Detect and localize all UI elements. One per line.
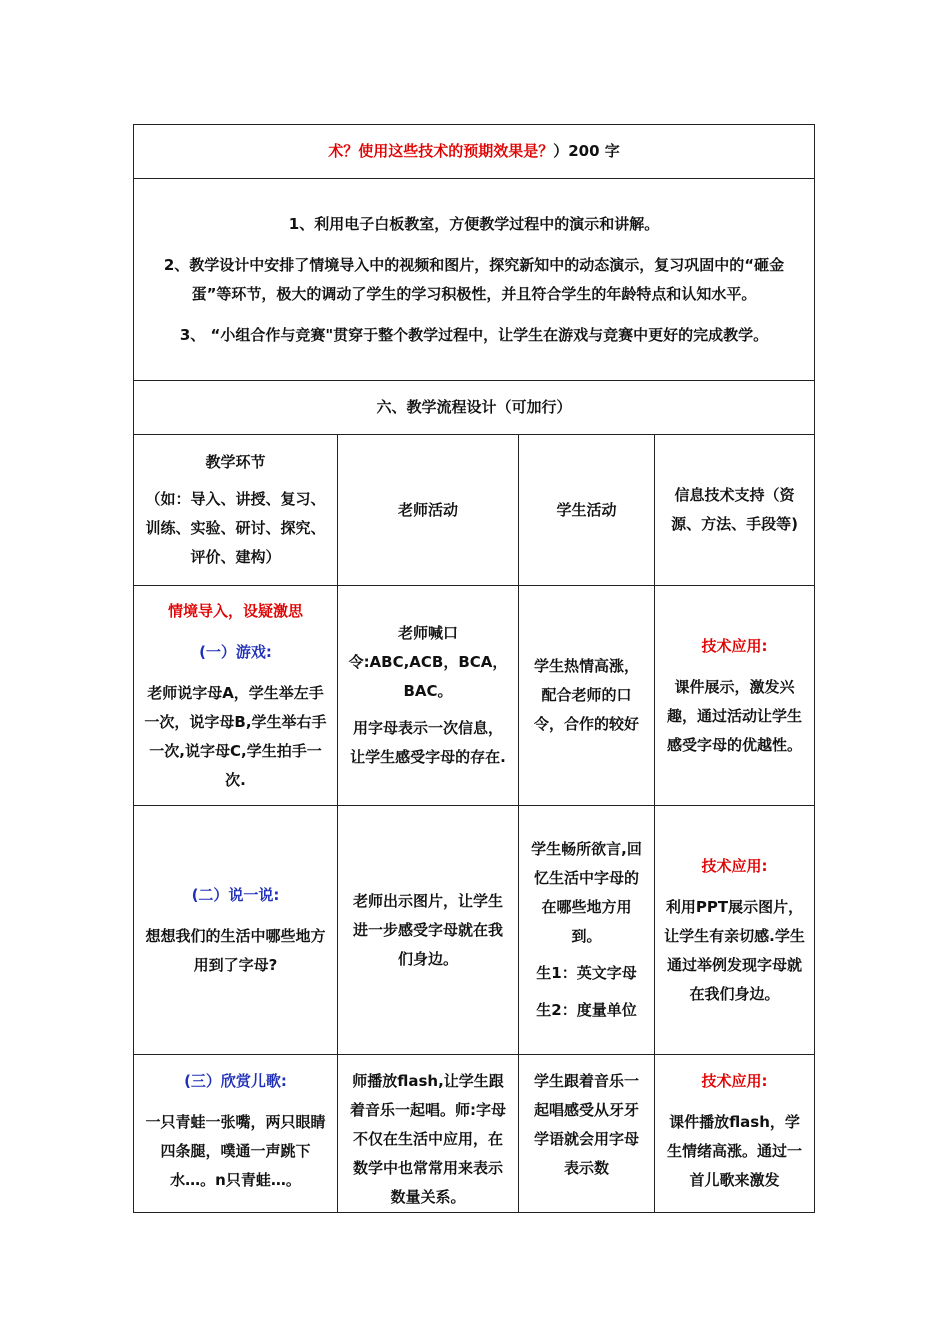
header-student: 学生活动 <box>519 435 655 586</box>
student-example-1: 生1：英文字母 <box>536 964 637 982</box>
stage-body: 老师说字母A，学生举左手一次，说字母B,学生举右手一次,说字母C,学生拍手一次. <box>144 683 327 789</box>
header-stage <box>134 435 338 586</box>
teacher-cell <box>338 1055 519 1213</box>
teacher-cell <box>338 586 519 806</box>
tech-point-2: 2、教学设计中安排了情境导入中的视频和图片，探究新知中的动态演示，复习巩固中的“砸金蛋”等环节，极大的调动了学生的学习积极性，并且符合学生的年龄特点和认知水平。 <box>163 255 785 303</box>
flow-row <box>134 586 815 806</box>
word-limit-text: ）200 字 <box>553 142 620 160</box>
tech-question-cell <box>134 125 815 179</box>
header-row <box>134 435 815 586</box>
stage-subtitle: (二）说一说: <box>191 885 280 904</box>
header-stage-title: 教学环节 <box>205 453 266 471</box>
stage-body: 一只青蛙一张嘴，两只眼睛四条腿，噗通一声跳下水…。n只青蛙…。 <box>145 1113 326 1189</box>
teacher-activity-note: 用字母表示一次信息，让学生感受字母的存在. <box>350 719 506 766</box>
flow-row <box>134 1055 815 1213</box>
tech-title: 技术应用: <box>701 1072 768 1090</box>
teacher-activity: 师播放flash,让学生跟着音乐一起唱。师:字母不仅在生活中应用，在数学中也常常用来表示数量关系。 <box>350 1072 506 1206</box>
stage-cell <box>134 586 338 806</box>
header-stage-note: （如：导入、讲授、复习、训练、实验、研讨、探究、评价、建构） <box>145 490 326 566</box>
teacher-cell <box>338 806 519 1055</box>
student-cell <box>519 1055 655 1213</box>
tech-body: 课件播放flash，学生情绪高涨。通过一首儿歌来激发 <box>666 1113 802 1189</box>
tech-cell <box>655 1055 815 1213</box>
section-title: 六、教学流程设计（可加行） <box>134 381 815 435</box>
stage-cell <box>134 806 338 1055</box>
tech-point-1: 1、利用电子白板教室，方便教学过程中的演示和讲解。 <box>288 214 660 233</box>
tech-question-row <box>134 125 815 179</box>
section-title-row <box>134 381 815 435</box>
tech-points-row <box>134 179 815 381</box>
student-cell <box>519 586 655 806</box>
student-activity: 学生畅所欲言,回忆生活中字母的在哪些地方用到。 <box>531 840 642 945</box>
student-example-2: 生2：度量单位 <box>536 1001 637 1019</box>
lesson-plan-table <box>133 124 815 1213</box>
stage-subtitle: (三）欣赏儿歌: <box>184 1072 287 1090</box>
tech-cell <box>655 586 815 806</box>
student-activity: 学生热情高涨，配合老师的口令，合作的较好 <box>533 657 639 733</box>
tech-title: 技术应用: <box>701 856 768 875</box>
student-activity: 学生跟着音乐一起唱感受从牙牙学语就会用字母表示数 <box>533 1072 639 1177</box>
teacher-activity: 老师喊口令:ABC,ACB，BCA，BAC。 <box>348 624 508 700</box>
flow-row <box>134 806 815 1055</box>
stage-title: 情境导入，设疑激思 <box>167 601 303 620</box>
tech-cell <box>655 806 815 1055</box>
tech-points-cell <box>134 179 815 381</box>
stage-subtitle: (一）游戏: <box>199 642 272 661</box>
tech-body: 利用PPT展示图片，让学生有亲切感.学生通过举例发现字母就在我们身边。 <box>664 897 805 1003</box>
tech-body: 课件展示，激发兴趣，通过活动让学生感受字母的优越性。 <box>666 677 802 754</box>
tech-question-text: 术？使用这些技术的预期效果是？ <box>328 142 554 160</box>
header-tech: 信息技术支持（资源、方法、手段等) <box>655 435 815 586</box>
tech-title: 技术应用: <box>701 636 768 655</box>
stage-body: 想想我们的生活中哪些地方用到了字母? <box>145 926 326 974</box>
teacher-activity: 老师出示图片，让学生进一步感受字母就在我们身边。 <box>352 891 503 968</box>
stage-cell <box>134 1055 338 1213</box>
header-teacher: 老师活动 <box>338 435 519 586</box>
tech-point-3: 3、 “小组合作与竞赛"贯穿于整个教学过程中，让学生在游戏与竞赛中更好的完成教学。 <box>179 325 769 344</box>
student-cell <box>519 806 655 1055</box>
